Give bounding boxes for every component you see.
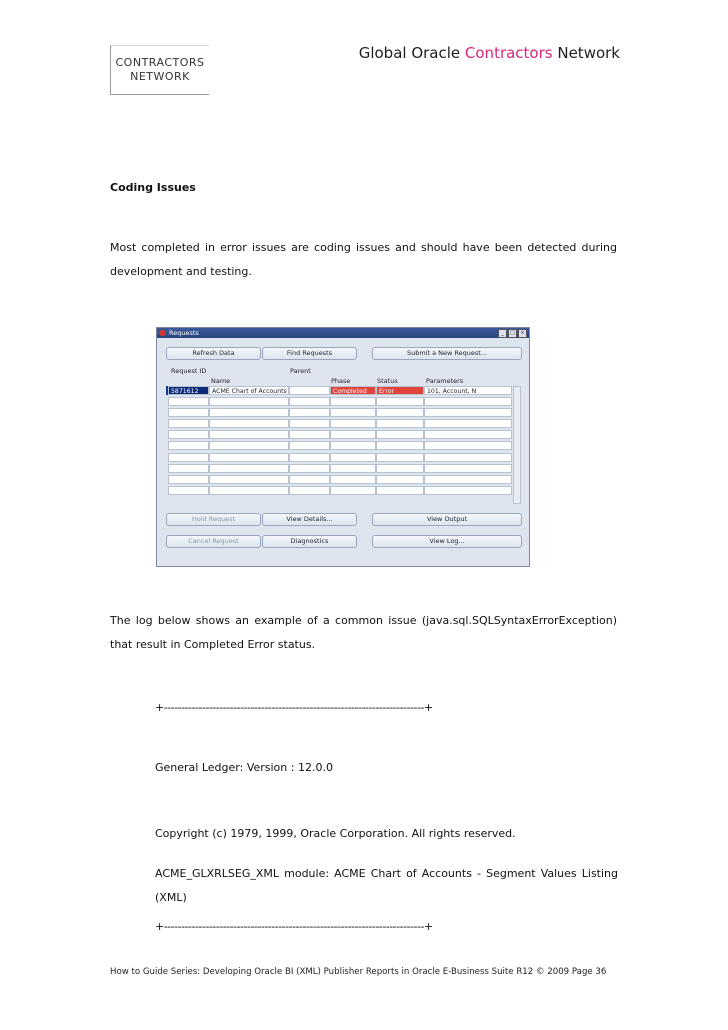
- submit-new-request-button[interactable]: Submit a New Request...: [372, 347, 522, 360]
- parameters-cell[interactable]: 101, Account, N: [424, 386, 512, 395]
- logo-line-2: NETWORK: [130, 70, 190, 83]
- table-row[interactable]: [166, 475, 514, 485]
- log-line-copyright: Copyright (c) 1979, 1999, Oracle Corporation. All rights reserved.: [155, 827, 516, 840]
- view-output-button[interactable]: View Output: [372, 513, 522, 526]
- window-title: Requests: [169, 329, 199, 337]
- grid-scrollbar[interactable]: [513, 386, 521, 504]
- log-line-module: ACME_GLXRLSEG_XML module: ACME Chart of Accounts - Segment Values Listing (XML): [155, 867, 618, 904]
- header-title: Global Oracle Contractors Network: [358, 44, 620, 62]
- log-rule-top: +---------------------------------------------------------------------------+: [155, 701, 433, 714]
- log-line-version: General Ledger: Version : 12.0.0: [155, 761, 333, 774]
- diagnostics-button[interactable]: Diagnostics: [262, 535, 357, 548]
- logo-line-1: CONTRACTORS: [115, 56, 205, 69]
- parameters-column-header: Parameters: [426, 377, 464, 385]
- phase-cell[interactable]: Completed: [330, 386, 376, 395]
- name-column-header: Name: [211, 377, 231, 385]
- oracle-icon: [159, 330, 166, 336]
- parent-cell[interactable]: [289, 386, 330, 395]
- paragraph-intro: Most completed in error issues are coding issues and should have been detected during development and testing.: [110, 241, 617, 278]
- cancel-request-button[interactable]: Cancel Request: [166, 535, 261, 548]
- status-cell[interactable]: Error: [376, 386, 424, 395]
- parent-label: Parent: [290, 367, 311, 375]
- table-row[interactable]: [166, 464, 514, 474]
- table-row[interactable]: [166, 453, 514, 463]
- find-requests-button[interactable]: Find Requests: [262, 347, 357, 360]
- view-log-button[interactable]: View Log...: [372, 535, 522, 548]
- table-row[interactable]: [166, 486, 514, 496]
- close-icon[interactable]: ×: [518, 329, 527, 338]
- request-id-label: Request ID: [171, 367, 207, 375]
- requests-grid: [166, 386, 514, 497]
- view-details-button[interactable]: View Details...: [262, 513, 357, 526]
- table-row[interactable]: [166, 397, 514, 407]
- window-titlebar: [157, 328, 529, 338]
- table-row[interactable]: [166, 408, 514, 418]
- requests-window: [156, 327, 530, 567]
- hold-request-button[interactable]: Hold Request: [166, 513, 261, 526]
- maximize-icon[interactable]: □: [508, 329, 517, 338]
- refresh-data-button[interactable]: Refresh Data: [166, 347, 261, 360]
- name-cell[interactable]: ACME Chart of Accounts: [209, 386, 289, 395]
- request-id-cell[interactable]: 5871612: [168, 386, 209, 395]
- table-row[interactable]: [166, 386, 514, 396]
- logo: [110, 45, 209, 95]
- table-row[interactable]: [166, 441, 514, 451]
- log-rule-bottom: +---------------------------------------------------------------------------+: [155, 920, 433, 933]
- table-row[interactable]: [166, 419, 514, 429]
- phase-column-header: Phase: [331, 377, 351, 385]
- paragraph-log-intro: The log below shows an example of a common issue (java.sql.SQLSyntaxErrorException) that result in Completed Error status.: [110, 614, 617, 651]
- page-footer: How to Guide Series: Developing Oracle BI (XML) Publisher Reports in Oracle E-Business Suite R12 © 2009 Page 36: [110, 967, 607, 977]
- table-row[interactable]: [166, 430, 514, 440]
- minimize-icon[interactable]: _: [498, 329, 507, 338]
- status-column-header: Status: [377, 377, 398, 385]
- section-heading: Coding Issues: [110, 181, 196, 194]
